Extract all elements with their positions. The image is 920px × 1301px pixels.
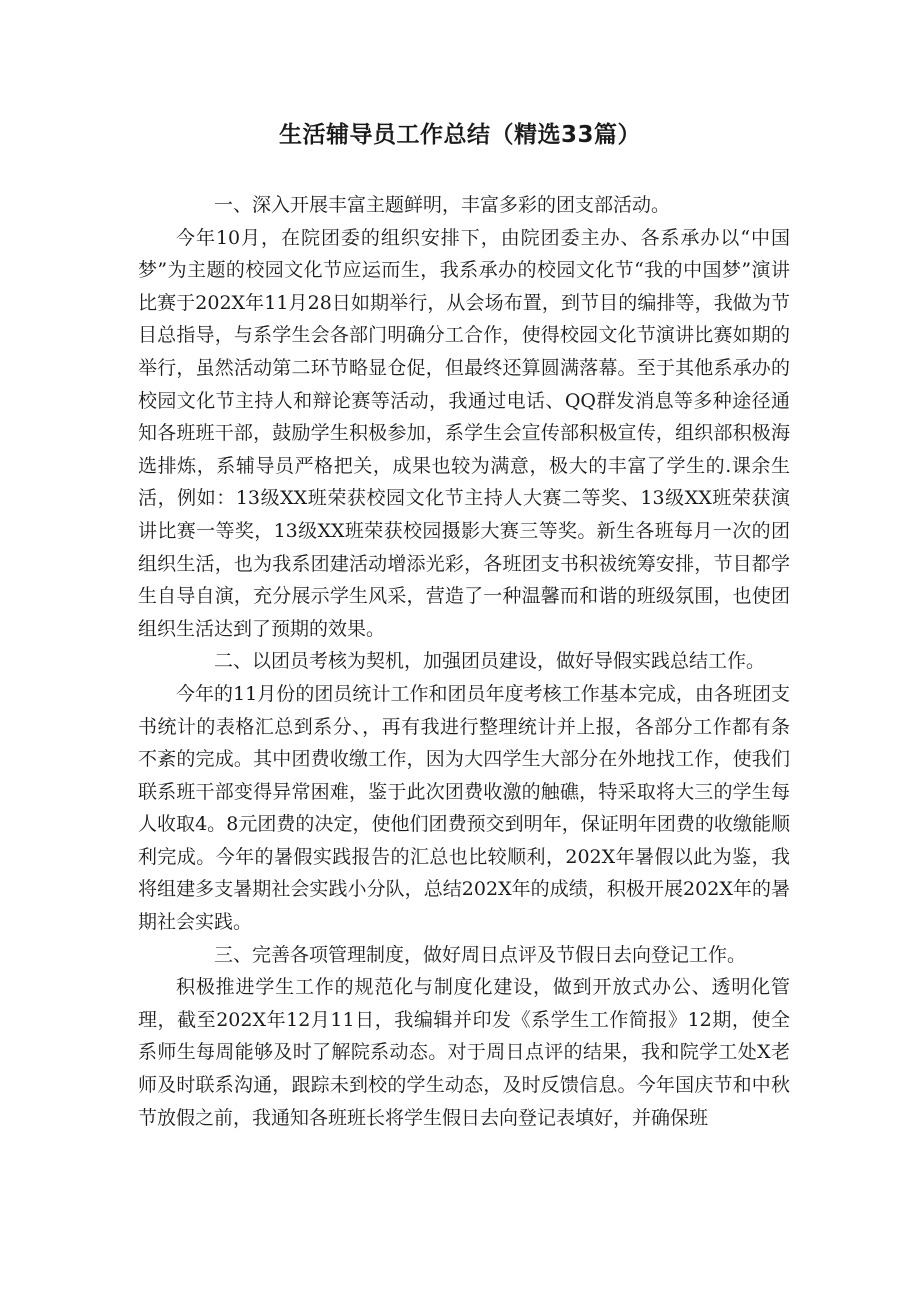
- document-body: [138, 189, 790, 1134]
- paragraph-2: 今年的11月份的团员统计工作和团员年度考核工作基本完成，由各班团支书统计的表格汇总到系分、，再有我进行整理统计并上报，各部分工作都有条不紊的完成。其中团费收缴工作，因为大四学生大部分在外地找工作，使我们联系班干部变得异常困难，鉴于此次团费收激的触礁，特采取将大三的学生每人收取4。8元团费的决定，使他们团费预交到明年，保证明年团费的收缴能顺利完成。今年的暑假实践报告的汇总也比较顺利，202X年暑假以此为鉴，我将组建多支暑期社会实践小分队，总结202X年的成绩，积极开展202X年的暑期社会实践。: [138, 682, 790, 934]
- document-title: 生活辅导员工作总结（精选33篇）: [278, 122, 641, 148]
- section-heading-2: 二、以团员考核为契机，加强团员建设，做好导假实践总结工作。: [214, 650, 766, 673]
- section-heading-3: 三、完善各项管理制度，做好周日点评及节假日去向登记工作。: [214, 943, 747, 966]
- paragraph-1: 今年10月，在院团委的组织安排下，由院团委主办、各系承办以“中国梦”为主题的校园文化节应运而生，我系承办的校园文化节“我的中国梦”演讲比赛于202X年11月28日如期举行，从会场布置，到节目的编排等，我做为节目总指导，与系学生会各部门明确分工合作，使得校园文化节演讲比赛如期的举行，虽然活动第二环节略显仓促，但最终还算圆满落幕。至于其他系承办的校园文化节主持人和辩论赛等活动，我通过电话、QQ群发消息等多种途径通知各班班干部，鼓励学生积极参加，系学生会宣传部积极宣传，组织部积极海选排炼，系辅导员严格把关，成果也较为满意，极大的丰富了学生的.课余生活，例如：13级XX班荣获校园文化节主持人大赛二等奖、13级XX班荣获演讲比赛一等奖，13级XX班荣获校园摄影大赛三等奖。新生各班每月一次的团组织生活，也为我系团建活动增添光彩，各班团支书积祓统筹安排，节目都学生自导自演，充分展示学生风采，营造了一种温馨而和谐的班级氛围，也使团组织生活达到了预期的效果。: [138, 226, 790, 640]
- paragraph-3: 积极推进学生工作的规范化与制度化建设，做到开放式办公、透明化管理，截至202X年12月11日，我编辑并印发《系学生工作简报》12期，使全系师生每周能够及时了解院系动态。对于周日点评的结果，我和院学工处X老师及时联系沟通，跟踪未到校的学生动态，及时反馈信息。今年国庆节和中秋节放假之前，我通知各班班长将学生假日去向登记表填好，并确保班: [138, 976, 790, 1129]
- section-heading-1: 一、深入开展丰富主题鲜明，丰富多彩的团支部活动。: [214, 194, 671, 216]
